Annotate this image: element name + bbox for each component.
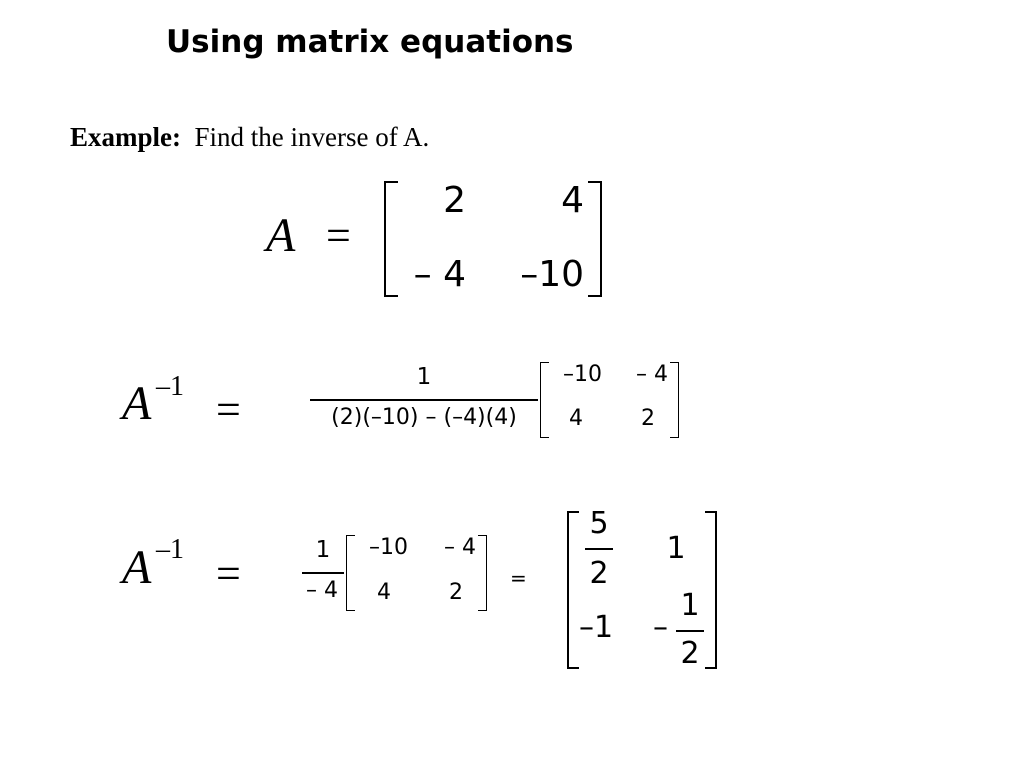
eq3-cell: 4 <box>377 580 391 605</box>
eq3-cell: –10 <box>369 535 408 560</box>
eq2-superscript: –1 <box>156 371 184 402</box>
result-r1c1-fraction-bar <box>585 548 613 550</box>
example-text: Find the inverse of A. <box>194 122 430 152</box>
example-label: Example: <box>70 122 181 152</box>
eq1-cell: 4 <box>561 180 584 221</box>
result-r2c2-numerator: 1 <box>680 588 700 623</box>
eq1-left-bracket <box>384 181 398 297</box>
eq3-denominator: – 4 <box>306 578 338 603</box>
eq3-superscript: –1 <box>156 534 184 565</box>
result-r2c2-sign: – <box>653 610 668 645</box>
result-r2c1: –1 <box>579 610 614 645</box>
result-r1c1-denominator: 2 <box>589 556 609 591</box>
eq1-right-bracket <box>588 181 602 297</box>
eq3-numerator: 1 <box>315 537 331 563</box>
eq2-cell: –10 <box>563 362 602 387</box>
eq3-cell: 2 <box>449 580 463 605</box>
eq2-cell: 4 <box>569 406 583 431</box>
eq3-cell: – 4 <box>444 535 476 560</box>
result-r2c2-fraction-bar <box>676 630 704 632</box>
eq2-cell: 2 <box>641 406 655 431</box>
result-r1c2: 1 <box>666 531 686 566</box>
eq3-equals: = <box>216 549 241 598</box>
result-r1c1-numerator: 5 <box>589 506 609 541</box>
eq1-cell: –10 <box>520 254 584 295</box>
eq2-right-bracket <box>670 362 679 438</box>
eq2-lhs: A <box>122 377 152 430</box>
result-left-bracket <box>567 511 579 669</box>
eq2-equals: = <box>216 385 241 434</box>
eq2-cell: – 4 <box>636 362 668 387</box>
eq3-fraction-bar <box>302 572 344 574</box>
eq1-cell: – 4 <box>413 254 466 295</box>
eq2-numerator: 1 <box>416 364 432 390</box>
result-r2c2-denominator: 2 <box>680 636 700 671</box>
result-right-bracket <box>705 511 717 669</box>
example-line <box>70 122 429 153</box>
eq3-equals-small: = <box>510 566 527 590</box>
eq1-equals: = <box>326 211 351 260</box>
eq3-left-bracket <box>346 535 355 611</box>
eq1-lhs: A <box>266 209 296 262</box>
eq2-fraction-bar <box>310 399 538 401</box>
eq3-lhs: A <box>122 541 152 594</box>
eq3-right-bracket <box>478 535 487 611</box>
eq1-cell: 2 <box>443 180 466 221</box>
eq2-left-bracket <box>540 362 549 438</box>
eq2-denominator: (2)(–10) – (–4)(4) <box>331 405 517 430</box>
slide-title: Using matrix equations <box>166 24 574 60</box>
